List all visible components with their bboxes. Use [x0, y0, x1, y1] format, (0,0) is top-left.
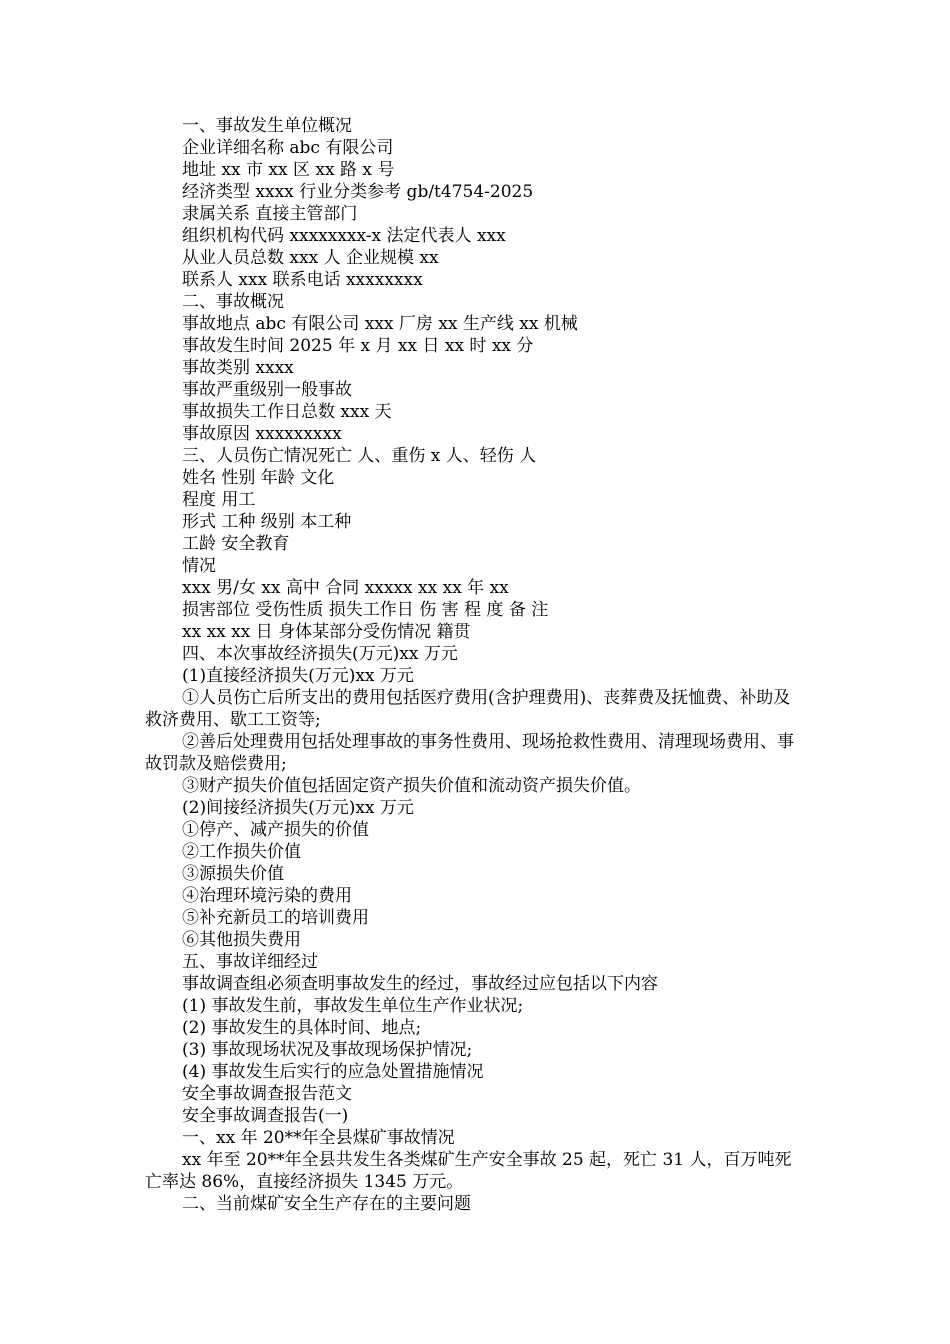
paragraph: (2) 事故发生的具体时间、地点;	[182, 1018, 422, 1038]
paragraph: 联系人 xxx 联系电话 xxxxxxxx	[182, 270, 423, 290]
paragraph: 经济类型 xxxx 行业分类参考 gb/t4754-2025	[182, 182, 534, 202]
paragraph: ①停产、减产损失的价值	[182, 820, 369, 840]
paragraph: ③源损失价值	[182, 864, 284, 884]
paragraph: 三、人员伤亡情况死亡 人、重伤 x 人、轻伤 人	[182, 446, 537, 466]
document-body	[145, 115, 805, 1215]
paragraph: 组织机构代码 xxxxxxxx-x 法定代表人 xxx	[182, 226, 506, 246]
paragraph: (2)间接经济损失(万元)xx 万元	[182, 798, 414, 818]
paragraph: 一、xx 年 20**年全县煤矿事故情况	[182, 1128, 455, 1148]
paragraph: 事故地点 abc 有限公司 xxx 厂房 xx 生产线 xx 机械	[182, 314, 578, 334]
paragraph: 形式 工种 级别 本工种	[182, 512, 352, 532]
paragraph: 地址 xx 市 xx 区 xx 路 x 号	[182, 160, 395, 180]
paragraph: 事故发生时间 2025 年 x 月 xx 日 xx 时 xx 分	[182, 336, 534, 356]
paragraph: (3) 事故现场状况及事故现场保护情况;	[182, 1040, 473, 1060]
paragraph: 程度 用工	[182, 490, 256, 510]
paragraph: xx xx xx 日 身体某部分受伤情况 籍贯	[182, 622, 471, 642]
paragraph: ①人员伤亡后所支出的费用包括医疗费用(含护理费用)、丧葬费及抚恤费、补助及救济费用、歇工工资等;	[145, 688, 791, 730]
paragraph: (4) 事故发生后实行的应急处置措施情况	[182, 1062, 484, 1082]
paragraph: 安全事故调查报告(一)	[182, 1106, 349, 1126]
paragraph: 事故原因 xxxxxxxxx	[182, 424, 342, 444]
paragraph: 安全事故调查报告范文	[182, 1084, 352, 1104]
paragraph: 企业详细名称 abc 有限公司	[182, 138, 394, 158]
paragraph: 二、事故概况	[182, 292, 284, 312]
paragraph: xx 年至 20**年全县共发生各类煤矿生产安全事故 25 起，死亡 31 人，百万吨死亡率达 86%，直接经济损失 1345 万元。	[145, 1150, 792, 1192]
paragraph: ④治理环境污染的费用	[182, 886, 352, 906]
paragraph: xxx 男/女 xx 高中 合同 xxxxx xx xx 年 xx	[182, 578, 509, 598]
paragraph: 工龄 安全教育	[182, 534, 290, 554]
paragraph: ⑥其他损失费用	[182, 930, 301, 950]
paragraph: 从业人员总数 xxx 人 企业规模 xx	[182, 248, 439, 268]
paragraph: 二、当前煤矿安全生产存在的主要问题	[182, 1194, 471, 1214]
paragraph: (1) 事故发生前，事故发生单位生产作业状况;	[182, 996, 524, 1016]
paragraph: 姓名 性别 年龄 文化	[182, 468, 335, 488]
paragraph: 四、本次事故经济损失(万元)xx 万元	[182, 644, 458, 664]
paragraph: ②善后处理费用包括处理事故的事务性费用、现场抢救性费用、清理现场费用、事故罚款及赔偿费用;	[145, 732, 794, 774]
paragraph: 损害部位 受伤性质 损失工作日 伤 害 程 度 备 注	[182, 600, 549, 620]
paragraph: 隶属关系 直接主管部门	[182, 204, 358, 224]
paragraph: 事故严重级别一般事故	[182, 380, 352, 400]
paragraph: ⑤补充新员工的培训费用	[182, 908, 369, 928]
paragraph: 情况	[182, 556, 216, 576]
paragraph: 事故类别 xxxx	[182, 358, 294, 378]
paragraph: 一、事故发生单位概况	[182, 116, 352, 136]
paragraph: ②工作损失价值	[182, 842, 301, 862]
paragraph: 事故调查组必须查明事故发生的经过，事故经过应包括以下内容	[182, 974, 658, 994]
paragraph: 五、事故详细经过	[182, 952, 318, 972]
paragraph: (1)直接经济损失(万元)xx 万元	[182, 666, 414, 686]
paragraph: 事故损失工作日总数 xxx 天	[182, 402, 392, 422]
paragraph: ③财产损失价值包括固定资产损失价值和流动资产损失价值。	[182, 776, 641, 796]
